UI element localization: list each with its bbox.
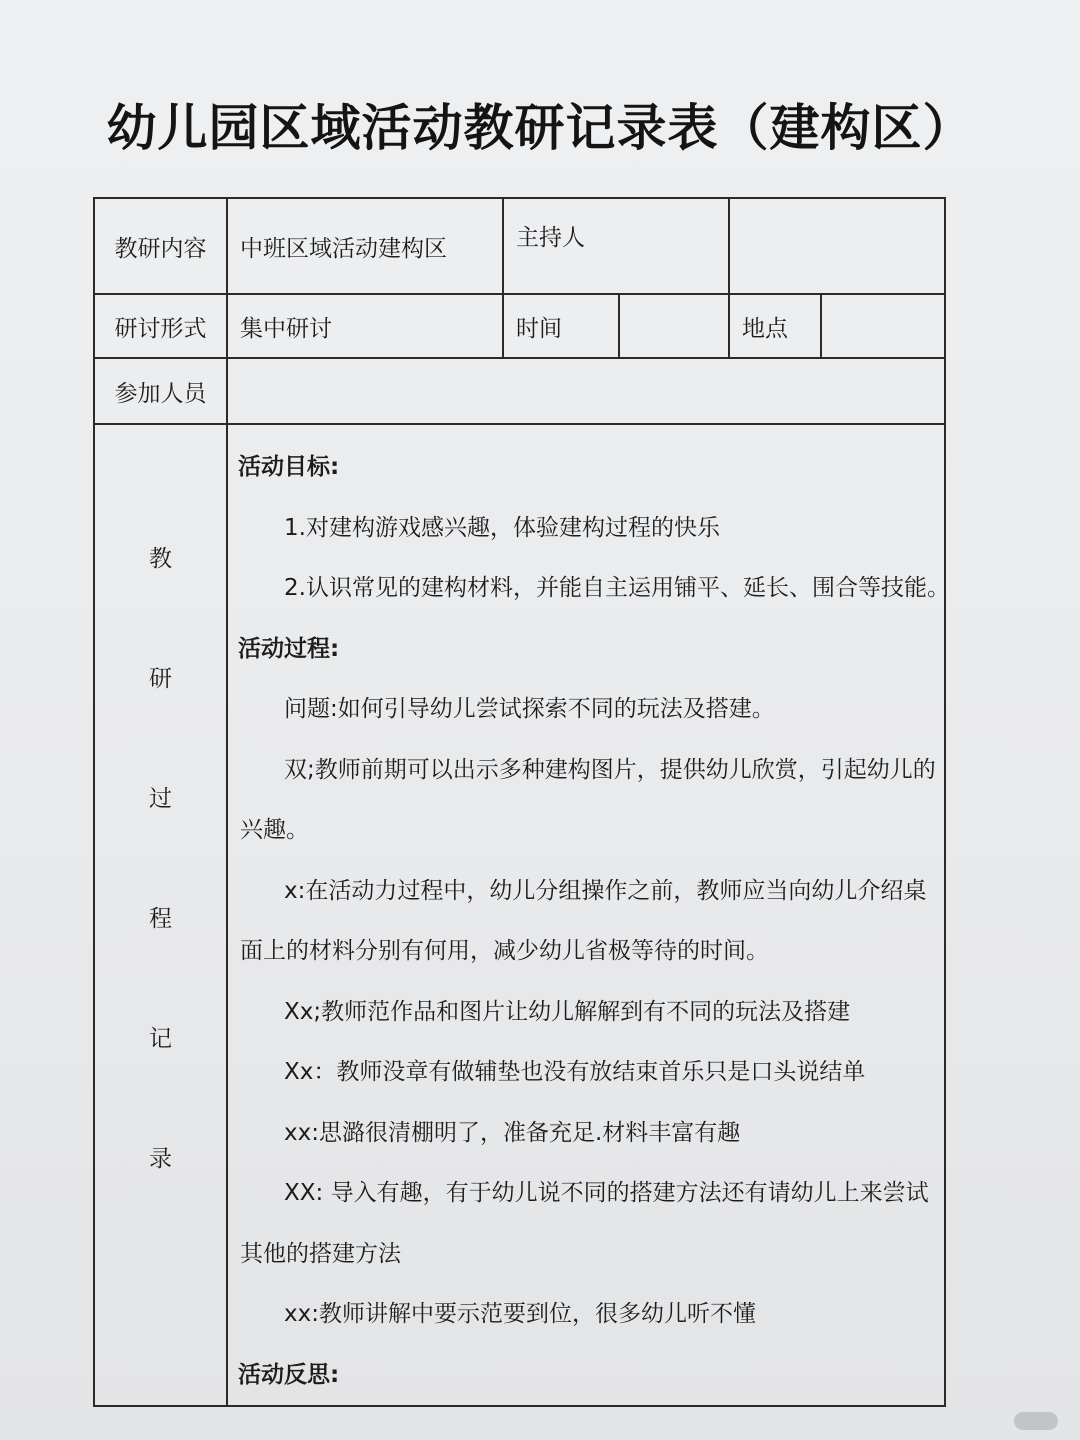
content-value: 中班区域活动建构区 <box>227 198 503 294</box>
form-title: 幼儿园区域活动教研记录表（建构区） <box>106 99 974 157</box>
content-label: 教研内容 <box>94 198 227 294</box>
process-note-cont: 其他的搭建方法 <box>240 1240 401 1267</box>
process-note: XX: 导入有趣，有于幼儿说不同的搭建方法还有请幼儿上来尝试 <box>284 1180 929 1206</box>
process-note: xx:思潞很清棚明了，准备充足.材料丰富有趣 <box>284 1119 741 1146</box>
host-label: 主持人 <box>503 198 729 294</box>
side-char: 教 <box>149 546 172 572</box>
goal-heading: 活动目标: <box>238 454 340 480</box>
place-label: 地点 <box>729 294 821 358</box>
record-side-label <box>94 424 227 1406</box>
watermark-badge <box>1014 1412 1058 1430</box>
place-value <box>821 294 945 358</box>
record-body <box>227 424 950 1406</box>
side-char: 记 <box>149 1026 172 1052</box>
form-label: 研讨形式 <box>94 294 227 358</box>
side-char: 程 <box>149 906 172 932</box>
time-value <box>619 294 729 358</box>
process-note: xx:教师讲解中要示范要到位，很多幼儿听不懂 <box>284 1301 756 1327</box>
process-note-cont: 面上的材料分别有何用，减少幼儿省极等待的时间。 <box>240 938 769 964</box>
process-note: x:在活动力过程中，幼儿分组操作之前，教师应当向幼儿介绍桌 <box>284 877 927 904</box>
participants-value <box>227 358 945 424</box>
process-question: 问题:如何引导幼儿尝试探索不同的玩法及搭建。 <box>284 696 775 722</box>
reflection-heading: 活动反思: <box>238 1361 340 1388</box>
row-record <box>94 424 945 1406</box>
goal-item: 2.认识常见的建构材料，并能自主运用铺平、延长、围合等技能。 <box>284 575 950 601</box>
side-char: 研 <box>149 666 172 692</box>
process-note: Xx：教师没章有做辅垫也没有放结束首乐只是口头说结单 <box>284 1059 866 1085</box>
row-form <box>94 294 945 358</box>
row-participants <box>94 358 945 424</box>
side-char: 录 <box>149 1146 172 1172</box>
process-note: 双;教师前期可以出示多种建构图片，提供幼儿欣赏，引起幼儿的 <box>284 756 936 783</box>
host-value <box>729 198 945 294</box>
time-label: 时间 <box>503 294 619 358</box>
participants-label: 参加人员 <box>94 358 227 424</box>
process-note-cont: 兴趣。 <box>240 817 309 843</box>
form-value: 集中研讨 <box>227 294 503 358</box>
process-note: Xx;教师范作品和图片让幼儿解解到有不同的玩法及搭建 <box>284 998 851 1025</box>
process-heading: 活动过程: <box>238 635 340 662</box>
goal-item: 1.对建构游戏感兴趣，体验建构过程的快乐 <box>284 514 720 541</box>
side-char: 过 <box>149 786 172 812</box>
record-table <box>93 197 950 1407</box>
row-content <box>94 198 945 294</box>
